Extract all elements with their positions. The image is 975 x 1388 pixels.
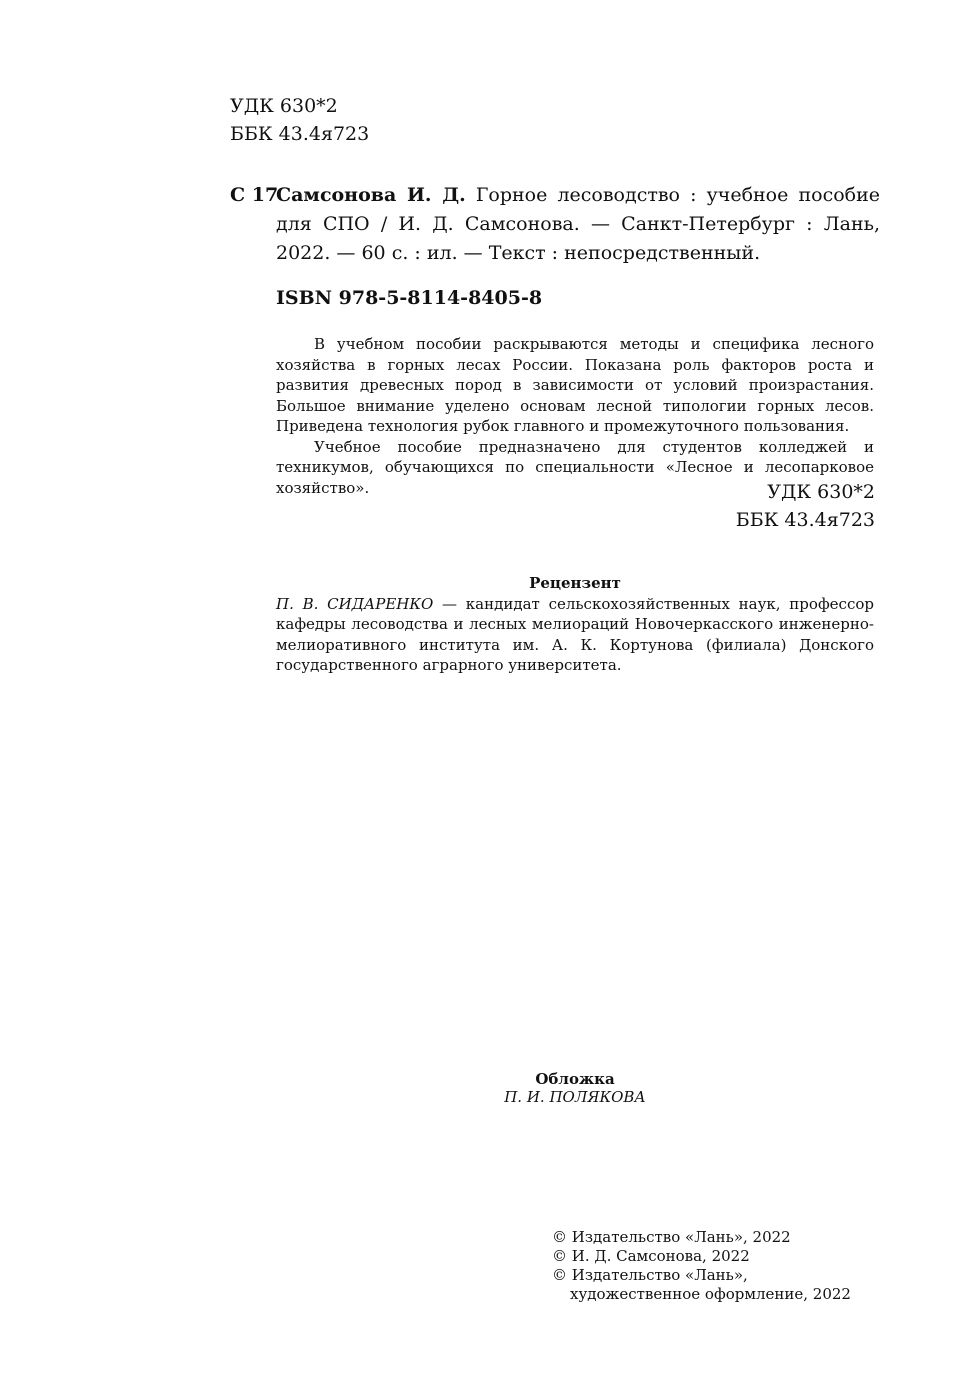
- bibliographic-entry: [276, 181, 880, 268]
- bbk-code: ББК 43.4я723: [735, 509, 875, 531]
- reviewer-description: — кандидат сельскохозяйственных наук, профессор кафедры лесоводства и лесных мелиораций Новочеркасского инженерно-мелиоративного института им. А. К. Кортунова (филиала) Донского государственного аграрного университета.: [276, 594, 874, 674]
- annotation: [276, 334, 874, 498]
- author-name: Самсонова И. Д.: [276, 184, 466, 206]
- author-sign: С 17: [230, 184, 279, 206]
- annotation-paragraph: Учебное пособие предназначено для студентов колледжей и техникумов, обучающихся по специальности «Лесное и лесопарковое хозяйство».: [276, 437, 874, 497]
- copyright-line: © Издательство «Лань»,: [552, 1266, 748, 1284]
- reviewer-name: П. В. СИДАРЕНКО: [276, 594, 434, 613]
- bibliographic-record: [230, 181, 880, 268]
- bibliographic-description: Горное лесоводство : учебное пособие для СПО / И. Д. Самсонова. — Санкт-Петербург : Лань, 2022. — 60 с. : ил. — Текст : непосредственный.: [276, 184, 881, 264]
- reviewer-block: [276, 573, 874, 676]
- copyright-line: © И. Д. Самсонова, 2022: [552, 1247, 750, 1265]
- udk-code: УДК 630*2: [767, 481, 875, 503]
- right-codes: [736, 478, 875, 534]
- reviewer-text: [276, 594, 874, 676]
- isbn: ISBN 978-5-8114-8405-8: [276, 287, 543, 309]
- bbk-code: ББК 43.4я723: [230, 123, 370, 145]
- reviewer-heading: Рецензент: [529, 574, 621, 592]
- annotation-paragraph: В учебном пособии раскрываются методы и специфика лесного хозяйства в горных лесах России. Показана роль факторов роста и развития древесных пород в зависимости от условий произрастания. Большое внимание уделено основам лесной типологии горных лесов. Приведена технология рубок главного и промежуточного пользования.: [276, 335, 874, 435]
- top-codes: [230, 92, 369, 148]
- copyright-line: художественное оформление, 2022: [570, 1285, 851, 1303]
- cover-designer: П. И. ПОЛЯКОВА: [504, 1088, 646, 1106]
- copyright-line: © Издательство «Лань», 2022: [552, 1228, 791, 1246]
- copyright-block: [552, 1228, 851, 1304]
- cover-heading: Обложка: [535, 1070, 615, 1088]
- udk-code: УДК 630*2: [230, 95, 338, 117]
- cover-credit: [276, 1070, 874, 1106]
